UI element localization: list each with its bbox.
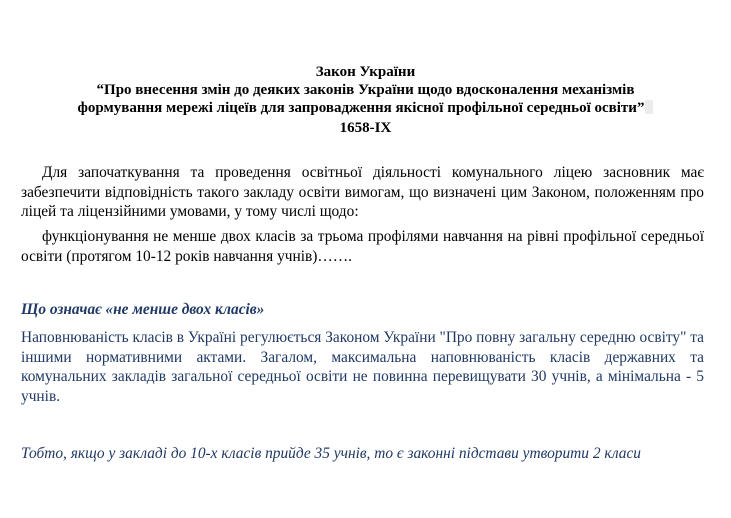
explanation-body: Наповнюваність класів в Україні регулюється Законом України "Про повну загальну середню освіту" та іншими нормативними актами. Загалом, максимальна наповнюваність класів державних та комунальних закладів загальної середньої освіти не повинна перевищувати 30 учнів, а мінімальна - 5 учнів. [21,329,704,405]
law-paragraph-requirements: Для започаткування та проведення освітньої діяльності комунального ліцею засновник має забезпечити відповідність такого закладу освіти вимогам, що визначені цим Законом, положенням про ліцей та ліцензійними умовами, у тому числі щодо: [21,164,704,220]
law-number: 1658-IX [339,120,392,136]
explanation-heading: Що означає «не менше двох класів» [21,301,265,318]
law-name-line-1: “Про внесення змін до деяких законів України щодо вдосконалення механізмів [96,82,635,98]
law-title: Закон України [315,64,416,80]
explanation-conclusion: Тобто, якщо у закладі до 10-х класів прийде 35 учнів, то є законні підстави утворити 2 класи [21,445,641,462]
text-cursor-marker [645,100,653,114]
law-name-line-2-text: формування мережі ліцеїв для запровадження якісної профільної середньої освіти” [77,100,645,116]
law-name-line-2 [20,99,711,118]
law-paragraph-classes: функціонування не менше двох класів за трьома профілями навчання на рівні профільної середньої освіти (протягом 10-12 років навчання учнів)……. [21,228,704,265]
